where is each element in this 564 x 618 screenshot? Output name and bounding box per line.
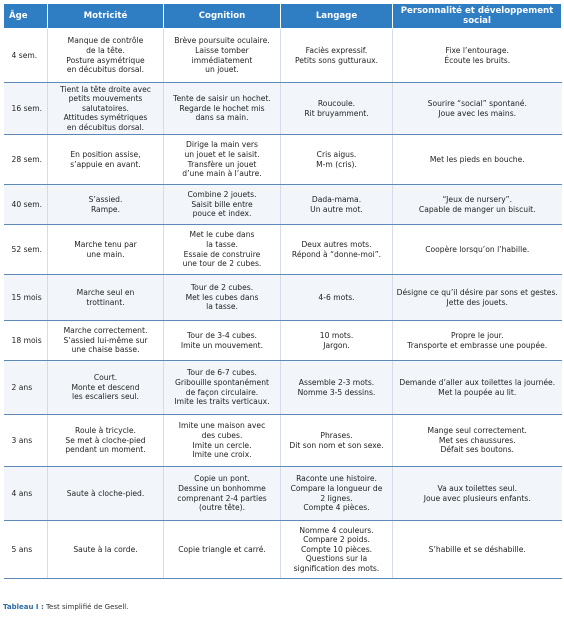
cell-age: 15 mois xyxy=(4,275,48,321)
caption-label: Tableau I : xyxy=(3,603,44,611)
cell-line: Jargon. xyxy=(323,340,350,350)
cell-cognition xyxy=(164,321,281,361)
cell-motricite xyxy=(48,467,164,521)
cell-line: Met les pieds en bouche. xyxy=(429,154,525,164)
cell-line: Sourire “social” spontané. xyxy=(427,98,527,108)
cell-line: pouce et index. xyxy=(192,209,252,219)
cell-line: Marche tenu par xyxy=(74,239,137,249)
cell-cognition xyxy=(164,225,281,275)
cell-age: 2 ans xyxy=(4,361,48,415)
table-row xyxy=(4,521,562,579)
header-langage: Langage xyxy=(281,4,393,29)
cell-age: 52 sem. xyxy=(4,225,48,275)
cell-line: un jouet et le saisit. xyxy=(184,149,260,159)
cell-line: Met le cube dans xyxy=(189,230,255,240)
cell-motricite xyxy=(48,415,164,467)
cell-line: immédiatement xyxy=(191,55,253,65)
cell-motricite xyxy=(48,321,164,361)
cell-langage xyxy=(281,135,393,185)
cell-line: “Jeux de nursery”. xyxy=(442,194,513,204)
cell-line: la tasse. xyxy=(206,302,238,312)
table-row xyxy=(4,275,562,321)
cell-line: 2 lignes. xyxy=(320,493,353,503)
cell-line: Met la poupée au lit. xyxy=(438,387,517,397)
cell-line: Faciès expressif. xyxy=(305,45,368,55)
cell-motricite xyxy=(48,521,164,579)
cell-langage xyxy=(281,275,393,321)
cell-cognition xyxy=(164,185,281,225)
cell-line: trottinant. xyxy=(86,297,125,307)
cell-line: Capable de manger un biscuit. xyxy=(418,204,536,214)
cell-line: Transporte et embrasse une poupée. xyxy=(407,340,548,350)
cell-line: s’appuie en avant. xyxy=(70,159,141,169)
cell-line: Compte 4 pièces. xyxy=(303,503,370,513)
cell-line: en décubitus dorsal. xyxy=(66,65,145,75)
cell-line: Dit son nom et son sexe. xyxy=(289,440,384,450)
cell-personnalite xyxy=(393,83,562,135)
cell-langage xyxy=(281,467,393,521)
cell-line: Tour de 6-7 cubes. xyxy=(187,368,257,378)
cell-line: Assemble 2-3 mots. xyxy=(298,377,375,387)
cell-line: Attitudes symétriques xyxy=(63,113,148,123)
cell-age: 4 sem. xyxy=(4,29,48,83)
cell-personnalite xyxy=(393,135,562,185)
cell-langage xyxy=(281,29,393,83)
cell-line: Rampe. xyxy=(90,204,121,214)
cell-personnalite xyxy=(393,29,562,83)
cell-line: Défait ses boutons. xyxy=(440,445,514,455)
cell-cognition xyxy=(164,275,281,321)
table-row xyxy=(4,83,562,135)
cell-line: Imite un mouvement. xyxy=(180,340,264,350)
cell-line: Court. xyxy=(93,373,118,383)
cell-age: 3 ans xyxy=(4,415,48,467)
gesell-table xyxy=(3,3,562,579)
cell-line: une chaise basse. xyxy=(71,345,140,355)
table-caption xyxy=(3,603,128,611)
cell-line: Petits sons gutturaux. xyxy=(294,55,379,65)
cell-cognition xyxy=(164,415,281,467)
cell-line: pendant un moment. xyxy=(65,445,146,455)
cell-line: Copie triangle et carré. xyxy=(178,544,266,554)
cell-motricite xyxy=(48,275,164,321)
cell-line: Laisse tomber xyxy=(195,45,249,55)
cell-line: S’assied lui-même sur xyxy=(63,335,148,345)
cell-age: 5 ans xyxy=(4,521,48,579)
cell-line: d’une main à l’autre. xyxy=(182,169,262,179)
header-motricite: Motricité xyxy=(48,4,164,29)
cell-cognition xyxy=(164,83,281,135)
cell-cognition xyxy=(164,29,281,83)
header-cognition: Cognition xyxy=(164,4,281,29)
cell-line: Compte 10 pièces. xyxy=(300,544,373,554)
cell-line: Dirige la main vers xyxy=(186,140,258,150)
cell-cognition xyxy=(164,135,281,185)
cell-line: Tour de 3-4 cubes. xyxy=(187,330,257,340)
cell-line: Compare 2 poids. xyxy=(303,535,370,545)
cell-motricite xyxy=(48,135,164,185)
cell-line: petits mouvements xyxy=(68,94,143,104)
cell-langage xyxy=(281,225,393,275)
cell-langage xyxy=(281,415,393,467)
cell-line: Rit bruyamment. xyxy=(304,108,369,118)
cell-line: Saisit bille entre xyxy=(191,199,253,209)
cell-line: Écoute les bruits. xyxy=(444,55,511,65)
cell-line: Tient la tête droite avec xyxy=(60,84,151,94)
cell-line: Propre le jour. xyxy=(450,330,504,340)
cell-line: Jette des jouets. xyxy=(446,297,508,307)
cell-line: Imite un cercle. xyxy=(192,440,252,450)
cell-line: Met ses chaussures. xyxy=(438,435,516,445)
cell-line: M-m (cris). xyxy=(316,159,357,169)
table-row xyxy=(4,467,562,521)
table-row xyxy=(4,185,562,225)
cell-line: Copie un pont. xyxy=(194,474,250,484)
cell-personnalite xyxy=(393,415,562,467)
cell-line: Un autre mot. xyxy=(310,204,363,214)
cell-line: Met les cubes dans xyxy=(185,292,259,302)
cell-line: Deux autres mots. xyxy=(301,239,372,249)
cell-line: Tente de saisir un hochet. xyxy=(173,94,271,104)
cell-cognition xyxy=(164,361,281,415)
table-row xyxy=(4,361,562,415)
cell-line: Raconte une histoire. xyxy=(296,474,377,484)
cell-line: dans sa main. xyxy=(195,113,249,123)
cell-line: les escaliers seul. xyxy=(72,392,139,402)
cell-age: 4 ans xyxy=(4,467,48,521)
cell-cognition xyxy=(164,521,281,579)
table-row xyxy=(4,225,562,275)
cell-line: Saute à cloche-pied. xyxy=(66,488,145,498)
cell-line: Manque de contrôle xyxy=(67,36,144,46)
cell-line: Essaie de construire xyxy=(183,249,261,259)
cell-line: des cubes. xyxy=(201,430,243,440)
cell-line: S’habille et se déshabille. xyxy=(428,544,526,554)
cell-line: Phrases. xyxy=(320,430,353,440)
cell-line: Roucoule. xyxy=(317,98,356,108)
table-row xyxy=(4,29,562,83)
cell-line: Dessine un bonhomme xyxy=(178,483,266,493)
cell-line: Roule à tricycle. xyxy=(75,426,136,436)
cell-line: comprenant 2-4 parties xyxy=(177,493,267,503)
cell-age: 18 mois xyxy=(4,321,48,361)
cell-line: Saute à la corde. xyxy=(73,544,138,554)
cell-line: en décubitus dorsal. xyxy=(66,122,145,132)
cell-line: Imite une maison avec xyxy=(178,421,266,431)
cell-line: Marche correctement. xyxy=(63,326,148,336)
cell-langage xyxy=(281,361,393,415)
cell-line: Cris aigus. xyxy=(316,149,357,159)
cell-line: une tour de 2 cubes. xyxy=(182,259,262,269)
cell-line: Joue avec les mains. xyxy=(438,108,517,118)
cell-line: Transfère un jouet xyxy=(187,159,257,169)
cell-motricite xyxy=(48,185,164,225)
cell-line: une main. xyxy=(86,249,125,259)
cell-line: Répond à “donne-moi”. xyxy=(291,249,382,259)
cell-line: signification des mots. xyxy=(293,563,380,573)
table-body xyxy=(4,29,562,579)
cell-langage xyxy=(281,321,393,361)
cell-line: Imite les traits verticaux. xyxy=(174,397,270,407)
caption-text: Test simplifié de Gesell. xyxy=(43,603,129,611)
cell-age: 28 sem. xyxy=(4,135,48,185)
cell-line: Va aux toilettes seul. xyxy=(437,483,518,493)
cell-motricite xyxy=(48,361,164,415)
cell-line: Se met à cloche-pied xyxy=(65,435,146,445)
cell-line: 4-6 mots. xyxy=(318,292,355,302)
cell-motricite xyxy=(48,225,164,275)
cell-line: Gribouille spontanément xyxy=(174,377,270,387)
cell-line: de la tête. xyxy=(86,45,125,55)
cell-personnalite xyxy=(393,467,562,521)
cell-line: Fixe l’entourage. xyxy=(445,45,509,55)
cell-motricite xyxy=(48,83,164,135)
cell-langage xyxy=(281,185,393,225)
cell-line: Dada-mama. xyxy=(311,194,362,204)
cell-line: salutatoires. xyxy=(82,103,129,113)
cell-langage xyxy=(281,83,393,135)
table-row xyxy=(4,135,562,185)
cell-line: Questions sur la xyxy=(305,554,368,564)
cell-line: Coopère lorsqu’on l’habille. xyxy=(425,244,530,254)
cell-line: S’assied. xyxy=(88,194,123,204)
cell-line: Compare la longueur de xyxy=(290,483,383,493)
cell-line: Tour de 2 cubes. xyxy=(190,283,254,293)
cell-line: Imite une croix. xyxy=(192,450,252,460)
cell-line: 10 mots. xyxy=(319,330,354,340)
cell-personnalite xyxy=(393,185,562,225)
cell-line: Regarde le hochet mis xyxy=(179,103,265,113)
header-age: Âge xyxy=(4,4,48,29)
table-row xyxy=(4,321,562,361)
cell-line: Joue avec plusieurs enfants. xyxy=(423,493,531,503)
cell-age: 16 sem. xyxy=(4,83,48,135)
cell-line: En position assise, xyxy=(70,149,141,159)
table-header-row xyxy=(4,4,562,29)
cell-line: (outre tête). xyxy=(198,503,246,513)
cell-age: 40 sem. xyxy=(4,185,48,225)
cell-line: Nomme 4 couleurs. xyxy=(299,525,374,535)
cell-line: de façon circulaire. xyxy=(185,387,259,397)
cell-line: un jouet. xyxy=(205,65,239,75)
cell-personnalite xyxy=(393,521,562,579)
cell-line: la tasse. xyxy=(206,239,238,249)
cell-line: Combine 2 jouets. xyxy=(187,190,257,200)
cell-line: Marche seul en xyxy=(76,287,135,297)
cell-line: Nomme 3-5 dessins. xyxy=(297,387,376,397)
cell-personnalite xyxy=(393,361,562,415)
header-personnalite: Personnalité et développement social xyxy=(393,4,562,29)
cell-personnalite xyxy=(393,275,562,321)
cell-line: Brève poursuite oculaire. xyxy=(174,36,270,46)
cell-line: Monte et descend xyxy=(71,382,140,392)
cell-personnalite xyxy=(393,321,562,361)
table-row xyxy=(4,415,562,467)
cell-line: Désigne ce qu’il désire par sons et gestes. xyxy=(396,287,558,297)
cell-personnalite xyxy=(393,225,562,275)
cell-line: Posture asymétrique xyxy=(66,55,145,65)
cell-line: Mange seul correctement. xyxy=(427,426,527,436)
cell-cognition xyxy=(164,467,281,521)
cell-line: Demande d’aller aux toilettes la journée. xyxy=(399,377,556,387)
cell-langage xyxy=(281,521,393,579)
cell-motricite xyxy=(48,29,164,83)
